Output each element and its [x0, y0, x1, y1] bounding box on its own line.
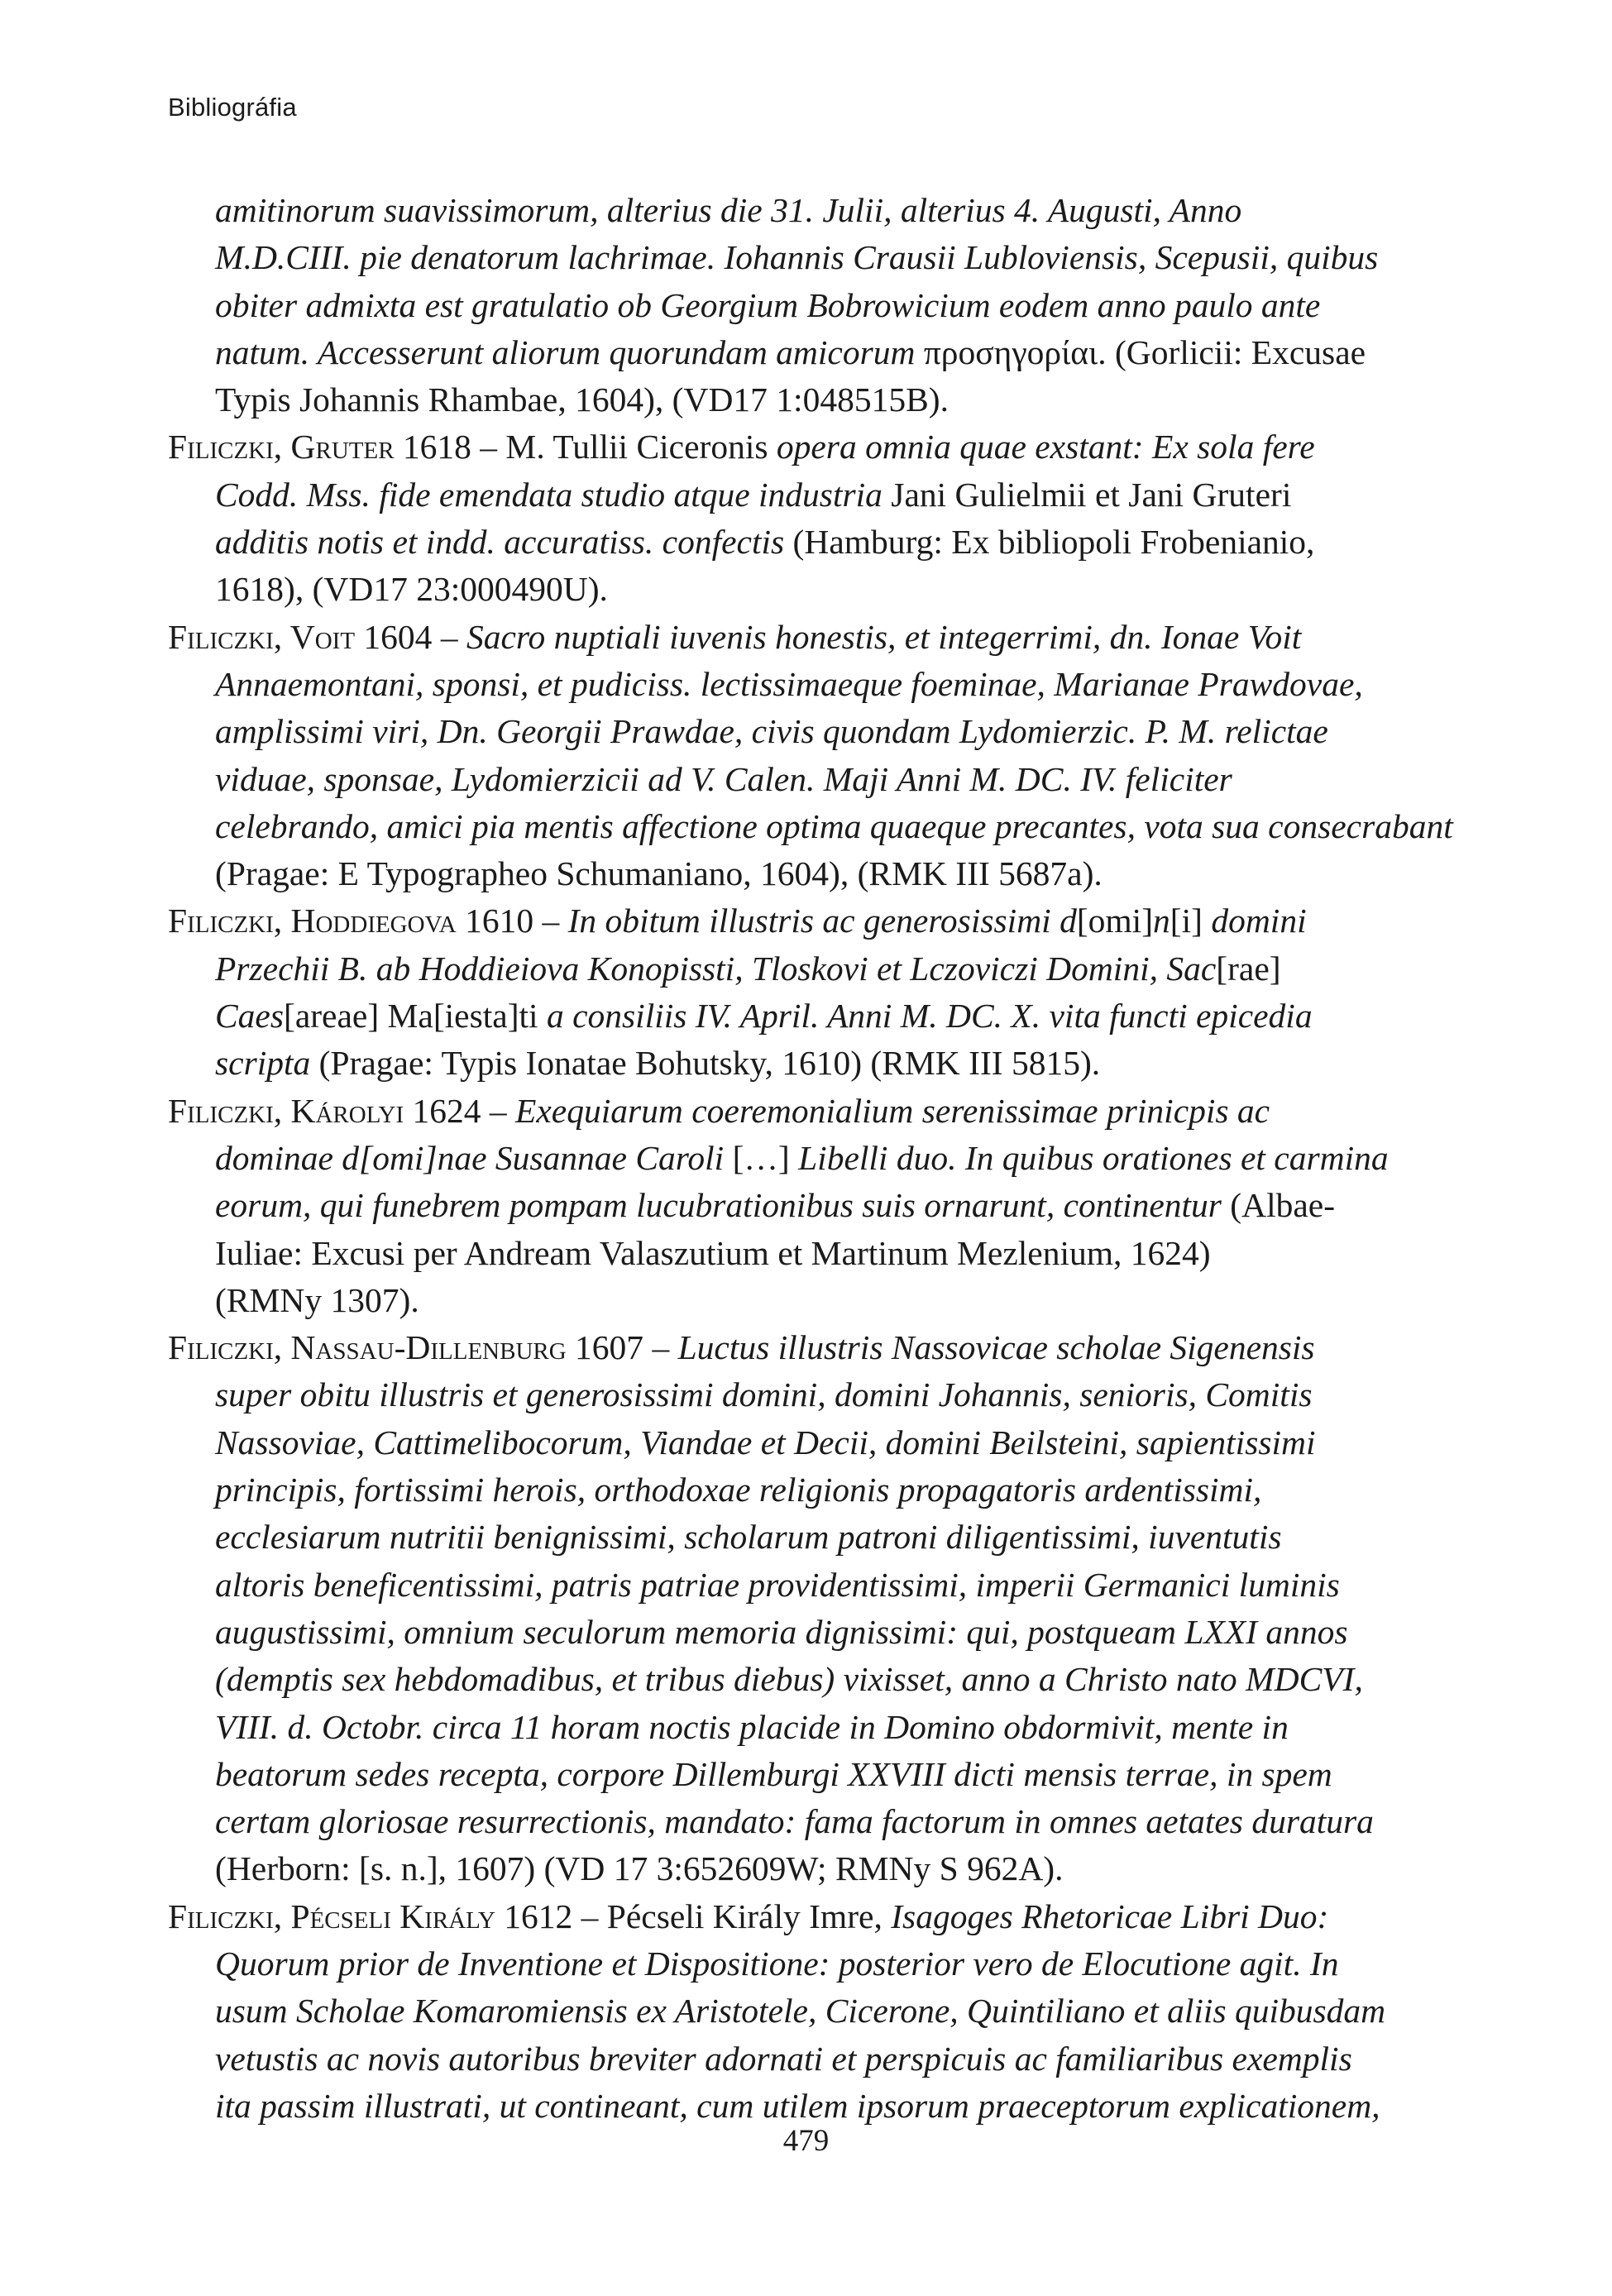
title-text: scripta	[215, 1044, 311, 1083]
entry-line	[168, 1466, 1458, 1514]
title-text: usum Scholae Komaromiensis ex Aristotele, Cicerone, Quintiliano et aliis quibusdam	[215, 1992, 1386, 2031]
entry-line	[168, 566, 1458, 613]
title-text: eorum, qui funebrem pompam lucubrationibus suis ornarunt, continentur	[215, 1186, 1222, 1225]
text-run: (RMNy 1307).	[215, 1280, 419, 1319]
title-text: Libelli duo. In quibus orationes et carmina	[798, 1138, 1389, 1177]
entry-line	[168, 803, 1458, 850]
text-run: (Pragae: E Typographeo Schumaniano, 1604), (RMK III 5687a).	[215, 854, 1103, 893]
title-text: celebrando, amici pia mentis affectione optima quaeque precantes, vota sua consecrabant	[215, 806, 1453, 845]
entry-key: Filiczki, Hoddiegova	[168, 902, 457, 940]
text-run: – M. Tullii Ciceronis	[471, 428, 777, 466]
text-run: (Albae-	[1221, 1186, 1336, 1225]
page-number: 479	[782, 2124, 830, 2158]
text-run: [omi]	[1076, 902, 1154, 940]
title-text: Sacro nuptiali iuvenis honestis, et integerrimi, dn. Ionae Voit	[466, 617, 1302, 656]
title-text: Nassoviae, Cattimelibocorum, Viandae et Decii, domini Beilsteini, sapientissimi	[215, 1423, 1316, 1461]
entry-line	[168, 1514, 1458, 1561]
entry-line	[168, 1562, 1458, 1609]
entry-line	[168, 2035, 1458, 2083]
title-text: amplissimi viri, Dn. Georgii Prawdae, civis quondam Lydomierzic. P. M. relictae	[215, 712, 1328, 751]
title-text: amitinorum suavissimorum, alterius die 31. Julii, alterius 4. Augusti, Anno	[215, 191, 1242, 229]
title-text: M.D.CIII. pie denatorum lachrimae. Iohannis Crausii Lubloviensis, Scepusii, quibus	[215, 238, 1379, 277]
bibliography-entries	[168, 187, 1458, 2130]
entry-line	[168, 187, 1458, 234]
text-run: (Hamburg: Ex bibliopoli Frobenianio,	[784, 523, 1315, 562]
title-text: (demptis sex hebdomadibus, et tribus diebus) vixisset, anno a Christo nato MDCVI,	[215, 1660, 1363, 1699]
title-text: obiter admixta est gratulatio ob Georgium Bobrowicium eodem anno paulo ante	[215, 285, 1321, 324]
title-text: Annaemontani, sponsi, et pudiciss. lectissimaeque foeminae, Marianae Prawdovae,	[215, 664, 1363, 703]
text-run: [areae] Ma[iesta]ti	[284, 997, 547, 1036]
entry-line	[168, 897, 1458, 945]
text-run: Jani Gulielmii et Jani Gruteri	[882, 475, 1292, 514]
title-text: certam gloriosae resurrectionis, mandato: fama factorum in omnes aetates duratura	[215, 1802, 1374, 1841]
entry-line	[168, 1040, 1458, 1087]
entry-line	[168, 282, 1458, 329]
entry-key: Filiczki, Károlyi	[168, 1091, 404, 1130]
entry-line	[168, 1088, 1458, 1135]
entry-line	[168, 1845, 1458, 1892]
entry-line	[168, 1182, 1458, 1229]
title-text: Quorum prior de Inventione et Dispositione: posterior vero de Elocutione agit. In	[215, 1944, 1339, 1983]
entry-line	[168, 1609, 1458, 1656]
entry-line	[168, 993, 1458, 1040]
text-run: [rae]	[1216, 949, 1281, 988]
entry-line	[168, 1135, 1458, 1182]
entry-line	[168, 756, 1458, 803]
entry-key: Filiczki, Voit 1604	[168, 617, 433, 656]
text-run: 1610 –	[456, 902, 568, 940]
entry-line	[168, 519, 1458, 566]
title-text: Caes	[215, 997, 284, 1036]
title-text: ecclesiarum nutritii benignissimi, scholarum patroni diligentissimi, iuventutis	[215, 1518, 1282, 1557]
entry-line	[168, 1324, 1458, 1371]
title-text: additis notis et indd. accuratiss. confectis	[215, 523, 785, 562]
text-run: [i]	[1170, 902, 1212, 940]
text-run: Iuliae: Excusi per Andream Valaszutium et Martinum Mezlenium, 1624)	[215, 1233, 1211, 1272]
entry-line	[168, 329, 1458, 376]
title-text: viduae, sponsae, Lydomierzicii ad V. Calen. Maji Anni M. DC. IV. feliciter	[215, 759, 1232, 798]
entry-line	[168, 1371, 1458, 1418]
entry-line	[168, 708, 1458, 755]
title-text: n	[1153, 902, 1170, 940]
title-text: Exequiarum coeremonialium serenissimae prinicpis ac	[515, 1091, 1270, 1130]
title-text: In obitum illustris ac generosissimi d	[567, 902, 1077, 940]
entry-key: Filiczki, Gruter 1618	[168, 428, 471, 466]
entry-line	[168, 1987, 1458, 2035]
title-text: augustissimi, omnium seculorum memoria dignissimi: qui, postqueam LXXI annos	[215, 1612, 1348, 1651]
title-text: natum. Accesserunt aliorum quorundam amicorum	[215, 332, 924, 371]
title-text: super obitu illustris et generosissimi domini, domini Johannis, senioris, Comitis	[215, 1375, 1313, 1414]
text-run: προσηγορίαι. (Gorlicii: Excusae	[923, 332, 1366, 371]
entry-line	[168, 1751, 1458, 1798]
title-text: Isagoges Rhetoricae Libri Duo:	[891, 1897, 1329, 1935]
text-run: (Herborn: [s. n.], 1607) (VD 17 3:652609W; RMNy S 962A).	[215, 1849, 1064, 1888]
entry-line	[168, 1940, 1458, 1987]
entry-key: Filiczki, Nassau-Dillenburg 1607	[168, 1328, 644, 1367]
title-text: altoris beneficentissimi, patris patriae providentissimi, imperii Germanici luminis	[215, 1565, 1340, 1604]
text-run: […]	[732, 1138, 799, 1177]
text-run: 1612 – Pécseli Király Imre,	[495, 1897, 892, 1935]
text-run: (Pragae: Typis Ionatae Bohutsky, 1610) (RMK III 5815).	[310, 1044, 1101, 1083]
entry-line	[168, 850, 1458, 897]
entry-line	[168, 1656, 1458, 1703]
text-run: –	[432, 617, 466, 656]
title-text: dominae d[omi]nae Susannae Caroli	[215, 1138, 733, 1177]
entry-line	[168, 945, 1458, 993]
entry-line	[168, 423, 1458, 471]
title-text: vetustis ac novis autoribus breviter adornati et perspicuis ac familiaribus exemplis	[215, 2039, 1352, 2078]
title-text: Codd. Mss. fide emendata studio atque industria	[215, 475, 883, 514]
title-text: Luctus illustris Nassovicae scholae Sigenensis	[677, 1328, 1315, 1367]
text-run: 1618), (VD17 23:000490U).	[215, 570, 608, 609]
title-text: a consiliis IV. April. Anni M. DC. X. vita functi epicedia	[546, 997, 1313, 1036]
text-run: 1624 –	[404, 1091, 516, 1130]
entry-line	[168, 1230, 1458, 1277]
text-run: –	[643, 1328, 678, 1367]
title-text: ita passim illustrati, ut contineant, cum utilem ipsorum praeceptorum explicationem,	[215, 2086, 1380, 2125]
title-text: VIII. d. Octobr. circa 11 horam noctis placide in Domino obdormivit, mente in	[215, 1707, 1289, 1746]
entry-line	[168, 376, 1458, 423]
entry-line	[168, 1798, 1458, 1845]
entry-line	[168, 234, 1458, 281]
entry-key: Filiczki, Pécseli Király	[168, 1897, 495, 1935]
title-text: domini	[1211, 902, 1307, 940]
running-header: Bibliográfia	[168, 93, 297, 122]
entry-line	[168, 1893, 1458, 1940]
title-text: opera omnia quae exstant: Ex sola fere	[776, 428, 1315, 466]
entry-line	[168, 614, 1458, 661]
entry-line	[168, 1277, 1458, 1324]
text-run: Typis Johannis Rhambae, 1604), (VD17 1:048515B).	[215, 380, 949, 419]
entry-line	[168, 471, 1458, 519]
title-text: beatorum sedes recepta, corpore Dillemburgi XXVIII dicti mensis terrae, in spem	[215, 1754, 1332, 1793]
entry-line	[168, 661, 1458, 708]
title-text: Przechii B. ab Hoddieiova Konopissti, Tloskovi et Lczoviczi Domini, Sac	[215, 949, 1217, 988]
title-text: principis, fortissimi herois, orthodoxae religionis propagatoris ardentissimi,	[215, 1471, 1262, 1509]
entry-line	[168, 1704, 1458, 1751]
entry-line	[168, 1419, 1458, 1466]
